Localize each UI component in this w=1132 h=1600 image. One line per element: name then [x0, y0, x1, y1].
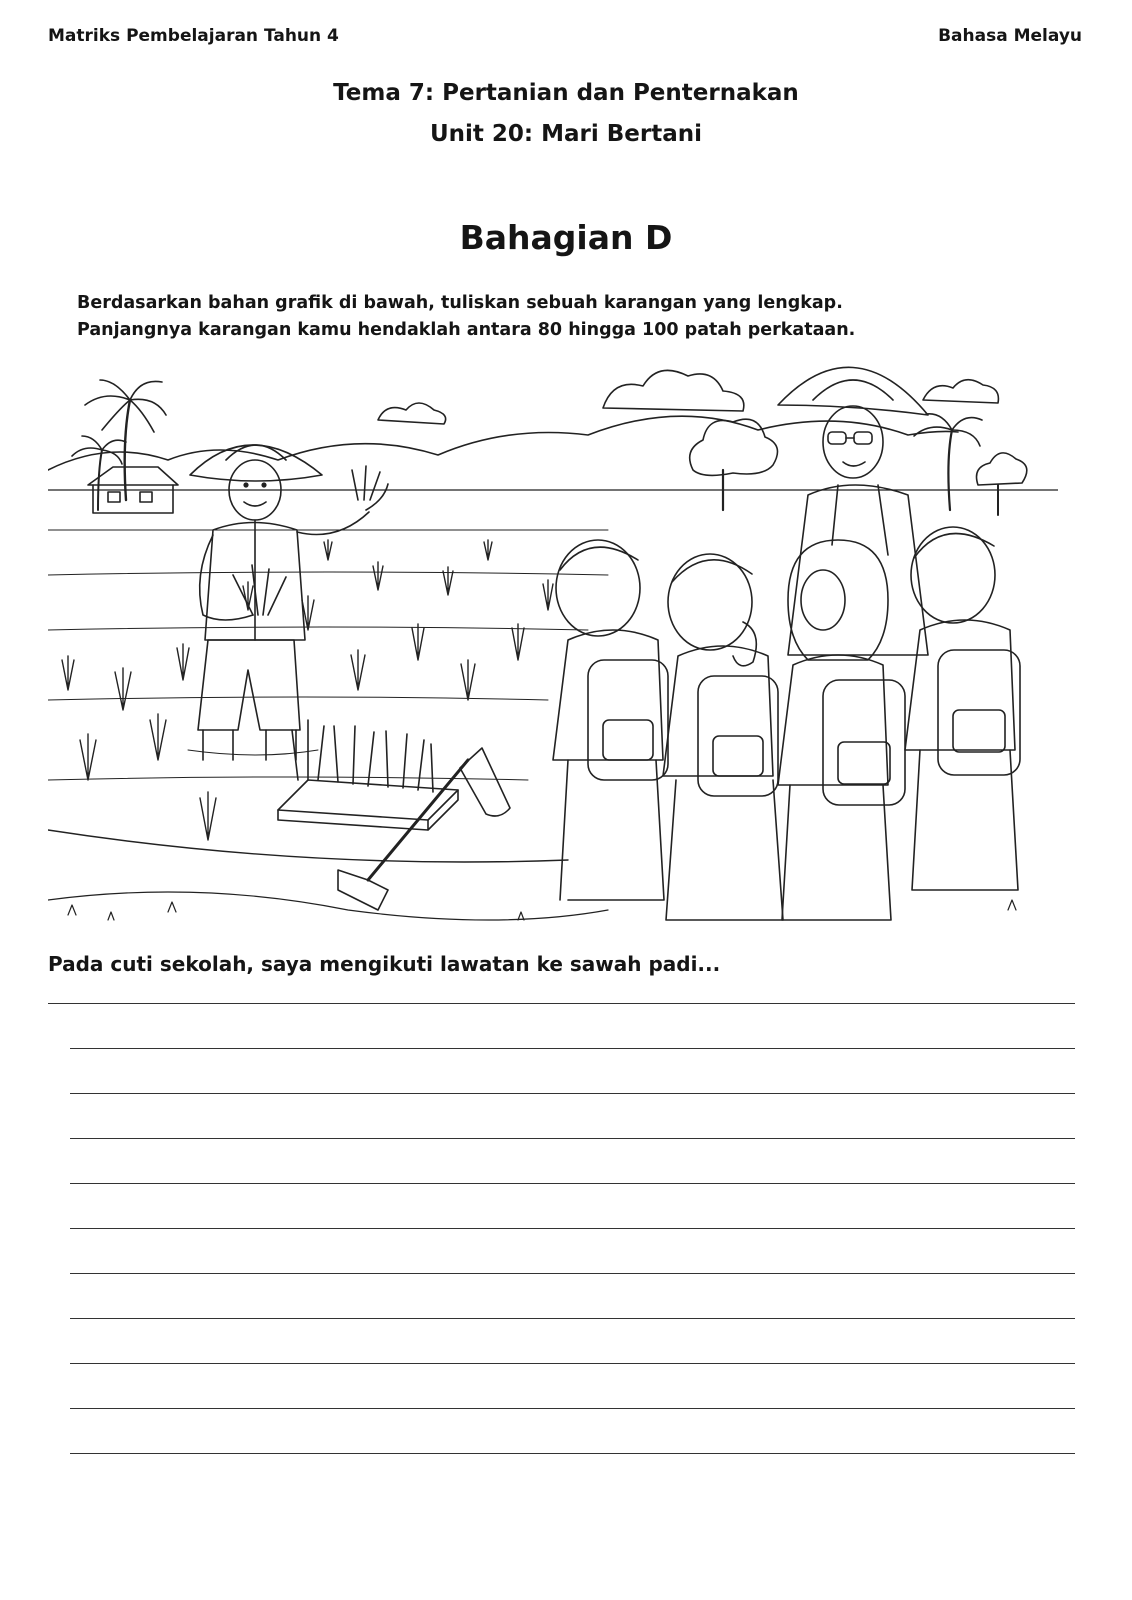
- glasses-icon: [828, 432, 846, 444]
- cloud-icon: [603, 370, 744, 411]
- tree-icon: [690, 419, 778, 510]
- student-figure: [663, 554, 783, 920]
- writing-line[interactable]: [70, 1183, 1075, 1184]
- student-figure: [905, 527, 1020, 890]
- writing-line[interactable]: [70, 1048, 1075, 1049]
- writing-line[interactable]: [70, 1453, 1075, 1454]
- hills: [48, 416, 958, 470]
- palm-tree-icon: [72, 436, 126, 510]
- teacher-figure: [778, 367, 928, 655]
- section-title: Bahagian D: [459, 218, 673, 257]
- theme-title: Tema 7: Pertanian dan Penternakan: [333, 80, 799, 106]
- writing-line[interactable]: [70, 1093, 1075, 1094]
- farmer-figure: [188, 445, 388, 760]
- essay-prompt: Pada cuti sekolah, saya mengikuti lawatan ke sawah padi...: [48, 952, 721, 976]
- cloud-icon: [378, 403, 446, 424]
- palm-tree-icon: [914, 414, 982, 510]
- writing-line[interactable]: [48, 1003, 1075, 1004]
- cloud-icon: [923, 380, 998, 403]
- instruction-line: Berdasarkan bahan grafik di bawah, tuliskan sebuah karangan yang lengkap.: [77, 293, 843, 313]
- instructions: [77, 290, 1077, 344]
- rice-seedlings: [62, 540, 553, 840]
- tree-icon: [977, 453, 1027, 515]
- header-right-subject: Bahasa Melayu: [938, 26, 1082, 46]
- writing-line[interactable]: [70, 1318, 1075, 1319]
- student-figure: [778, 540, 905, 920]
- instruction-line: Panjangnya karangan kamu hendaklah antara 80 hingga 100 patah perkataan.: [77, 320, 856, 340]
- writing-line[interactable]: [70, 1408, 1075, 1409]
- hat-icon: [778, 367, 928, 415]
- writing-line[interactable]: [70, 1138, 1075, 1139]
- palm-tree-icon: [85, 380, 166, 500]
- header-left-title: Matriks Pembelajaran Tahun 4: [48, 26, 339, 46]
- seedling-tray: [278, 720, 458, 830]
- paddy-field-visit-illustration: [48, 360, 1058, 930]
- rice-bundle: [352, 466, 380, 500]
- backpack-icon: [938, 650, 1020, 775]
- student-figure: [553, 540, 668, 900]
- writing-line[interactable]: [70, 1273, 1075, 1274]
- writing-line[interactable]: [70, 1363, 1075, 1364]
- writing-line[interactable]: [70, 1228, 1075, 1229]
- unit-title: Unit 20: Mari Bertani: [429, 121, 703, 147]
